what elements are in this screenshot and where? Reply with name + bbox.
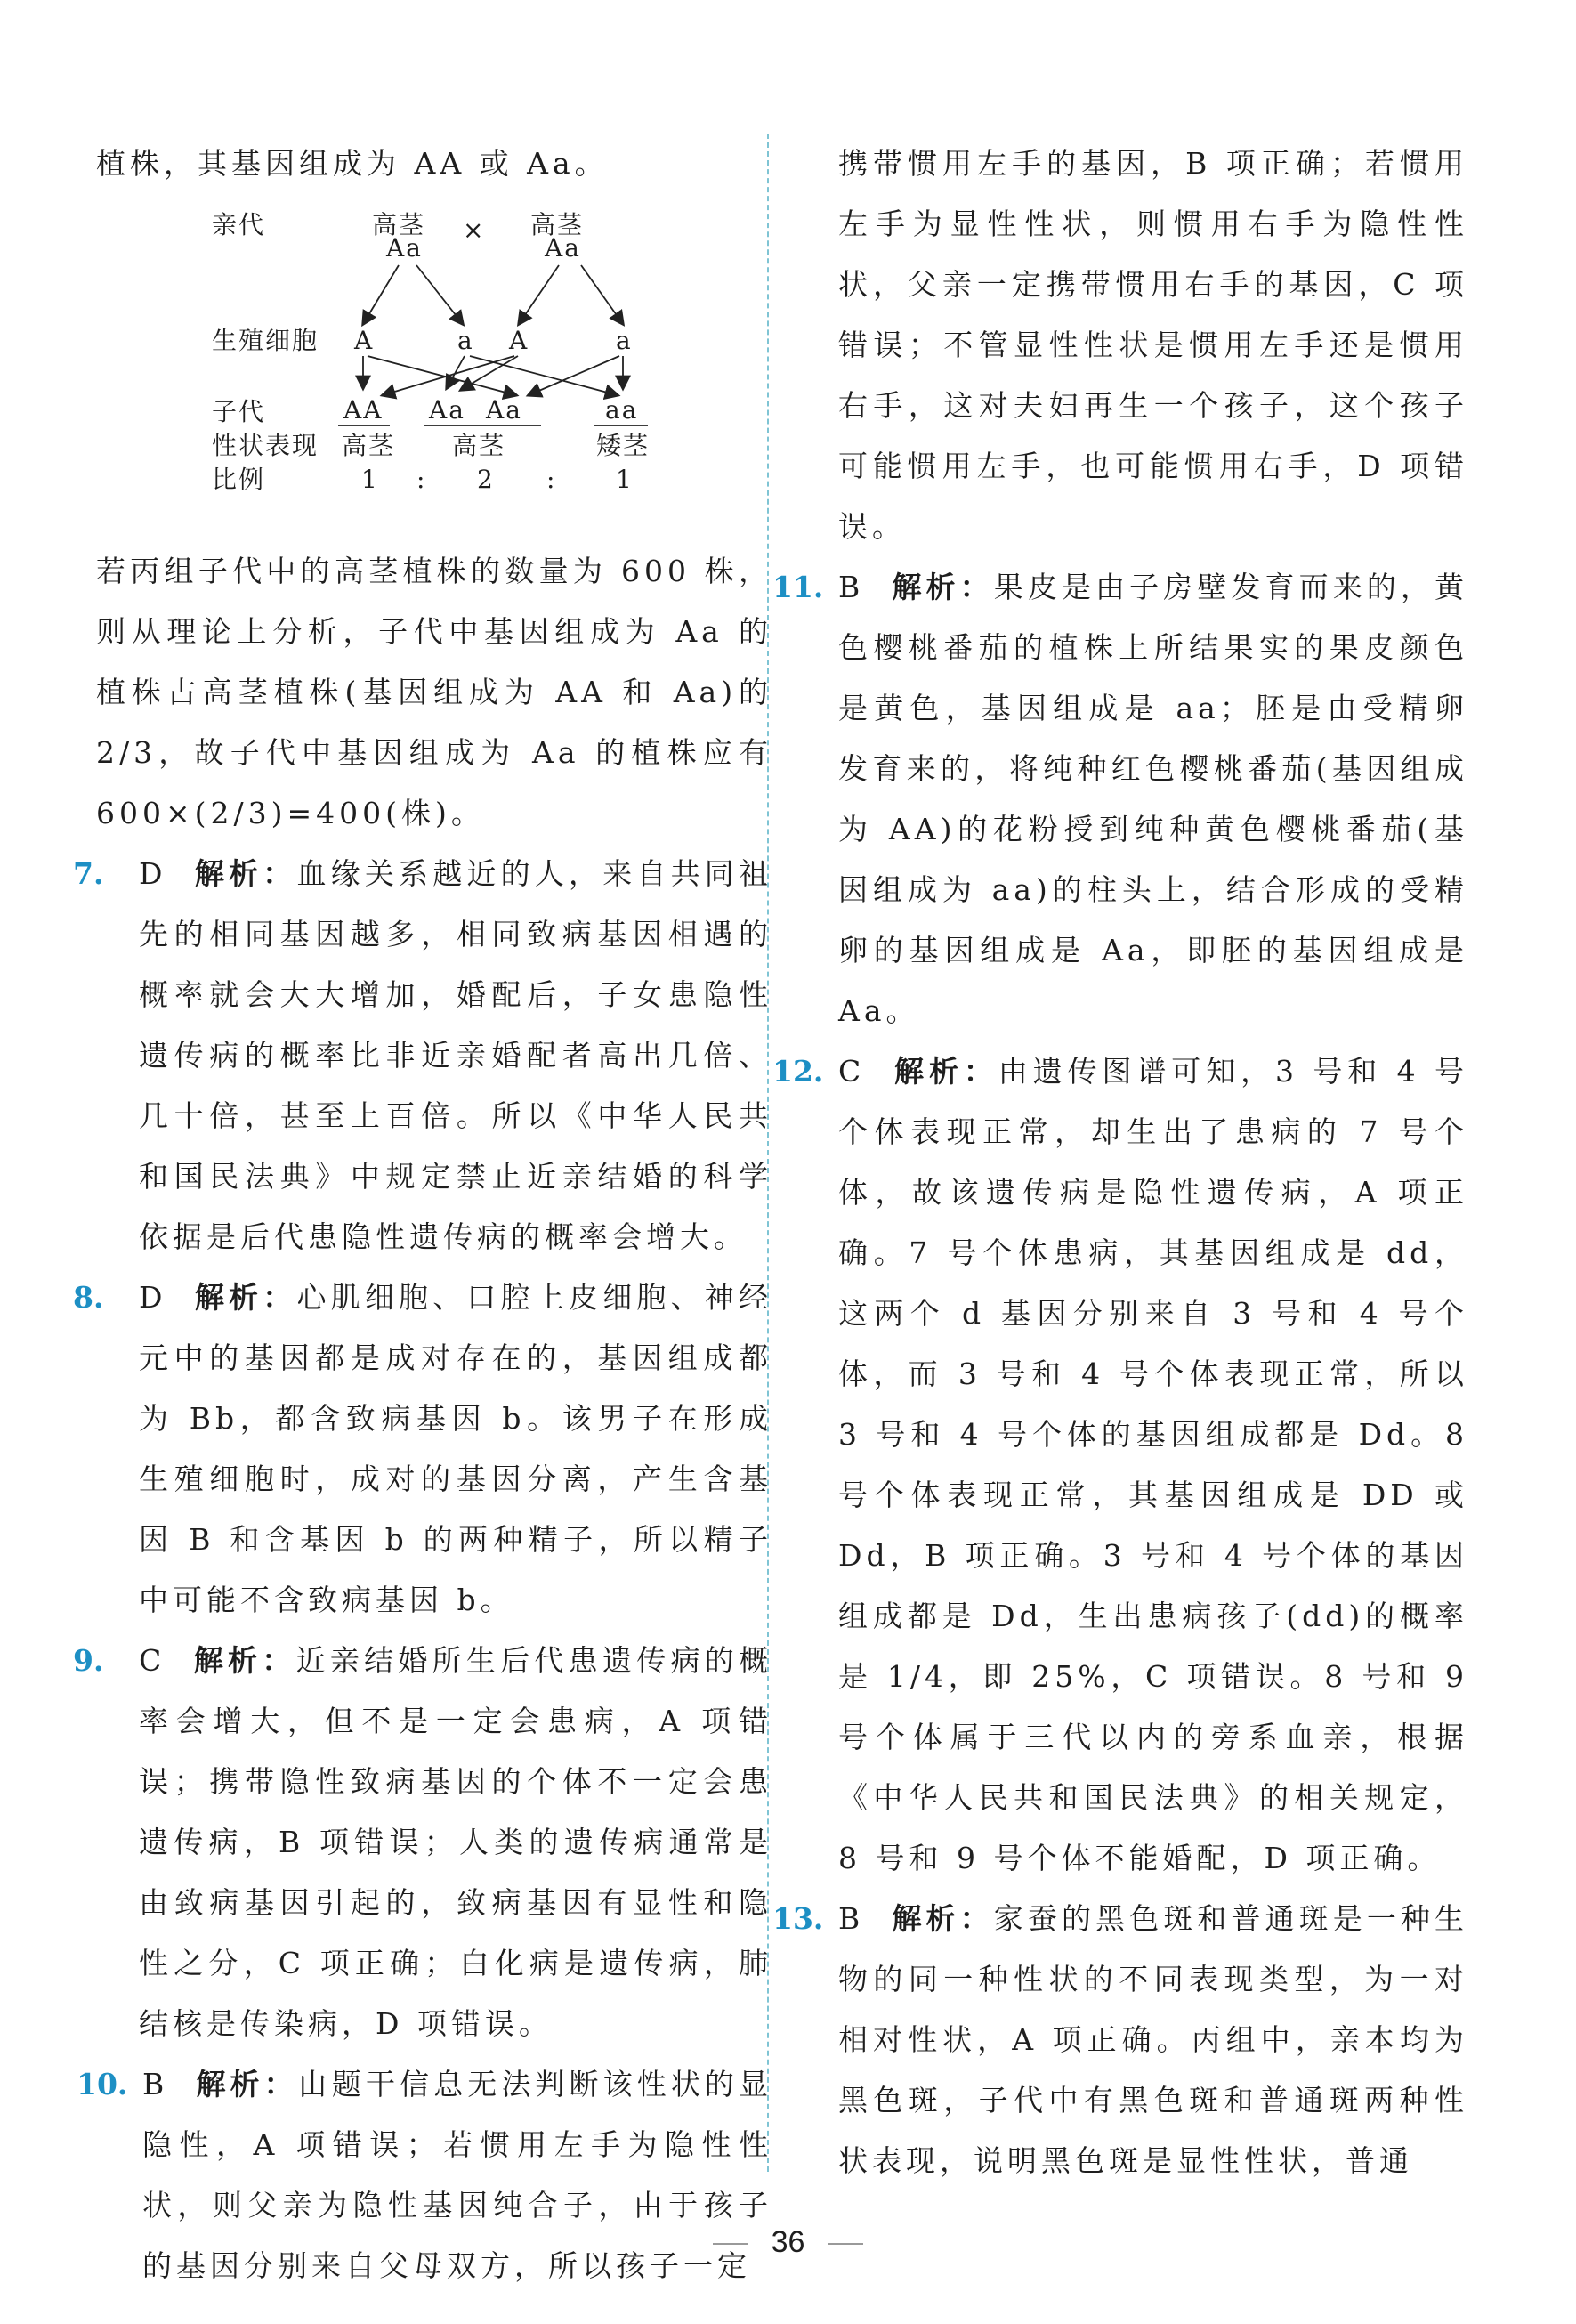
answer-letter: D (139, 1280, 167, 1315)
item-number: 7. (73, 856, 104, 891)
offspring-4: aa (605, 395, 639, 425)
parent1-trait: 高茎 (372, 210, 426, 239)
ratio-sep-1: : (416, 465, 427, 494)
genetics-cross-diagram (96, 194, 772, 541)
answer-item-8 (73, 1267, 772, 1631)
label-phenotype: 性状表现 (212, 431, 319, 460)
continued-item-10 (792, 134, 1468, 557)
answer-item-7 (73, 844, 772, 1267)
analysis-text: 由遗传图谱可知，3 号和 4 号个体表现正常，却生出了患病的 7 号个体，故该遗传病是隐性遗传病，A 项正确。7 号个体患病，其基因组成是 dd，这两个 d 基因分别来自 3 号和 4 号个体，而 3 号和 4 号个体表现正常，所以 3 号和 4 号个体的基因组成都是 Dd。8 号个体表现正常，其基因组成是 DD 或 Dd，B 项正确。3 号和 4 号个体的基因组成都是 Dd，生出患病孩子(dd)的概率是 1/4，即 25%，C 项错误。8 号和 9 号个体属于三代以内的旁系血亲，根据《中华人民共和国民法典》的相关规定，8 号和 9 号个体不能婚配，D 项正确。 (838, 1054, 1468, 1875)
gamete-3: A (509, 326, 529, 355)
phenotype-2: 高茎 (452, 431, 506, 460)
phenotype-1: 高茎 (342, 431, 396, 460)
item-number: 8. (73, 1280, 104, 1315)
analysis-text: 由题干信息无法判断该性状的显隐性，A 项错误；若惯用左手为隐性性状，则父亲为隐性基因纯合子，由于孩子的基因分别来自父母双方，所以孩子一定 (142, 2067, 773, 2283)
analysis-tag: 解析： (892, 570, 994, 604)
parent2-genotype: Aa (545, 233, 581, 263)
parent2-trait: 高茎 (530, 210, 585, 239)
item-number: 9. (73, 1643, 104, 1678)
offspring-3: Aa (486, 395, 522, 425)
parent1-genotype: Aa (386, 233, 423, 263)
analysis-text: 血缘关系越近的人，来自共同祖先的相同基因越多，相同致病基因相遇的概率就会大大增加，婚配后，子女患隐性遗传病的概率比非近亲婚配者高出几倍、几十倍，甚至上百倍。所以《中华人民共和国民法典》中规定禁止近亲结婚的科学依据是后代患隐性遗传病的概率会增大。 (139, 856, 772, 1254)
item-number: 11. (772, 570, 824, 604)
arrow-p2-a (581, 265, 623, 324)
answer-letter: B (838, 570, 865, 604)
item-number: 10. (77, 2067, 128, 2101)
answer-item-9 (73, 1631, 773, 2054)
ratio-2: 2 (477, 465, 495, 494)
analysis-tag: 解析： (892, 1901, 994, 1936)
answer-item-11 (772, 557, 1469, 1041)
answer-item-10 (77, 2054, 773, 2296)
cross-symbol: × (463, 215, 486, 245)
answer-item-13 (772, 1889, 1469, 2191)
label-ratio: 比例 (212, 465, 266, 494)
gamete-2: a (457, 326, 474, 355)
analysis-text: 心肌细胞、口腔上皮细胞、神经元中的基因都是成对存在的，基因组成都为 Bb，都含致病基因 b。该男子在形成生殖细胞时，成对的基因分离，产生含基因 B 和含基因 b 的两种精子，所以精子中可能不含致病基因 b。 (139, 1280, 772, 1617)
page-number: 36 (771, 2225, 805, 2259)
ratio-sep-2: : (546, 465, 557, 494)
analysis-text: 果皮是由子房壁发育而来的，黄色樱桃番茄的植株上所结果实的果皮颜色是黄色，基因组成是 aa；胚是由受精卵发育来的，将纯种红色樱桃番茄(基因组成为 AA)的花粉授到纯种黄色樱桃番茄(基因组成为 aa)的柱头上，结合形成的受精卵的基因组成是 Aa，即胚的基因组成是 Aa。 (838, 570, 1469, 1028)
answer-letter: D (139, 856, 167, 891)
explanation-paragraph: 若丙组子代中的高茎植株的数量为 600 株，则从理论上分析，子代中基因组成为 Aa 的植株占高茎植株(基因组成为 AA 和 Aa)的 2/3，故子代中基因组成为 Aa 的植株应有 600×(2/3)=400(株)。 (96, 554, 772, 830)
arrow-p1-A (363, 265, 399, 324)
arrow-p1-a (416, 265, 463, 324)
answer-letter: B (142, 2067, 169, 2101)
cross-arrows (96, 194, 772, 541)
label-offspring: 子代 (212, 397, 266, 426)
label-gamete: 生殖细胞 (212, 326, 319, 355)
gamete-1: A (354, 326, 375, 355)
analysis-tag: 解析： (894, 1054, 998, 1089)
gamete-4: a (616, 326, 633, 355)
answer-letter: C (139, 1643, 166, 1678)
analysis-tag: 解析： (194, 1280, 297, 1315)
phenotype-3: 矮茎 (596, 431, 651, 460)
analysis-tag: 解析： (194, 856, 297, 891)
intro-text: 植株，其基因组成为 AA 或 Aa。 (96, 146, 609, 181)
analysis-text: 近亲结婚所生后代患遗传病的概率会增大，但不是一定会患病，A 项错误；携带隐性致病基因的个体不一定会患遗传病，B 项错误；人类的遗传病通常是由致病基因引起的，致病基因有显性和隐性之分，C 项正确；白化病是遗传病，肺结核是传染病，D 项错误。 (139, 1643, 773, 2041)
continued-text: 携带惯用左手的基因，B 项正确；若惯用左手为显性性状，则惯用右手为隐性性状，父亲一定携带惯用右手的基因，C 项错误；不管显性性状是惯用左手还是惯用右手，这对夫妇再生一个孩子，这个孩子可能惯用左手，也可能惯用右手，D 项错误。 (838, 146, 1468, 544)
offspring-1: AA (343, 395, 384, 425)
item-number: 12. (772, 1054, 824, 1089)
ratio-3: 1 (616, 465, 634, 494)
ratio-1: 1 (361, 465, 379, 494)
answer-letter: B (838, 1901, 865, 1936)
left-column (73, 134, 773, 2296)
item-number: 13. (772, 1901, 824, 1936)
right-column (772, 134, 1469, 2191)
footer-dash-left (713, 2243, 748, 2245)
answer-item-12 (772, 1041, 1468, 1889)
page-footer (0, 2225, 1576, 2260)
footer-dash-right (828, 2243, 863, 2245)
answer-letter: C (838, 1054, 866, 1089)
label-parent: 亲代 (212, 210, 266, 239)
analysis-tag: 解析： (196, 2067, 298, 2101)
analysis-tag: 解析： (193, 1643, 296, 1678)
arrow-p2-A (519, 265, 559, 324)
offspring-2: Aa (429, 395, 465, 425)
analysis-text: 家蚕的黑色斑和普通斑是一种生物的同一种性状的不同表现类型，为一对相对性状，A 项正确。丙组中，亲本均为黑色斑，子代中有黑色斑和普通斑两种性状表现，说明黑色斑是显性性状，普通 (838, 1901, 1469, 2178)
